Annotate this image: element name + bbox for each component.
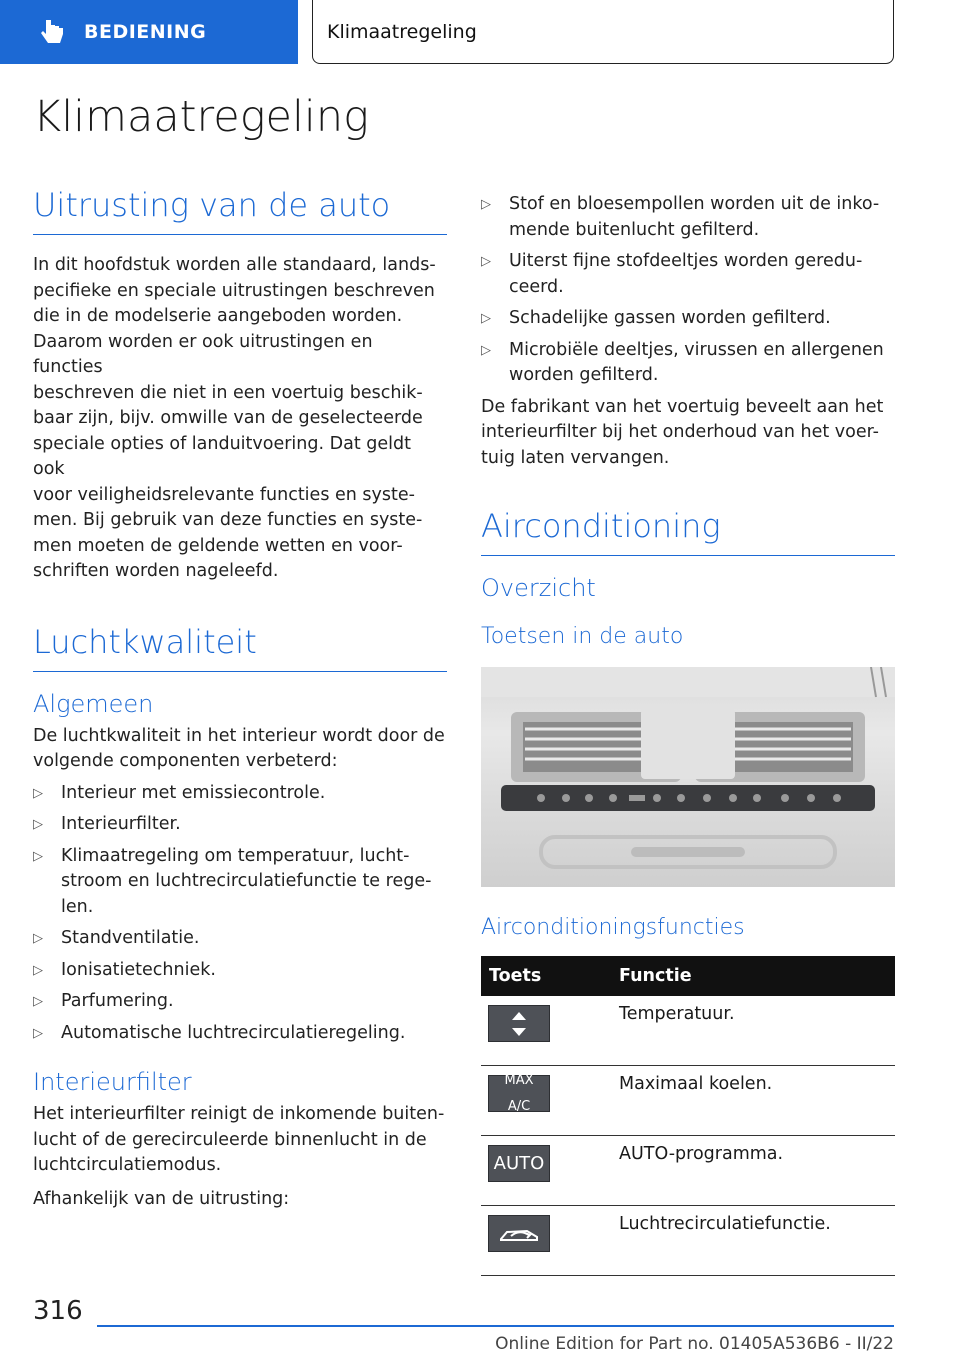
heading-airconditioning: Airconditioning — [481, 507, 895, 556]
list-item: ▷ Stof en bloesempollen worden uit de inko- mende buitenlucht gefilterd. — [481, 194, 880, 240]
heading-algemeen: Algemeen — [33, 689, 154, 718]
left-column — [33, 186, 447, 1212]
heading-uitrusting: Uitrusting van de auto — [33, 186, 447, 235]
maintenance-paragraph: De fabrikant van het voertuig beveelt aan het interieurfilter bij het onderhoud van het voer- tuig laten vervangen. — [481, 396, 884, 468]
bullet-triangle-icon: ▷ — [481, 197, 491, 212]
bullet-triangle-icon: ▷ — [33, 1025, 43, 1041]
bullet-triangle-icon: ▷ — [481, 342, 491, 358]
uitrusting-paragraph: In dit hoofdstuk worden alle standaard, lands- pecifieke en speciale uitrustingen beschreven die in de modelserie aangeboden worden. Daarom worden er ook uitrustingen en functies beschreven die niet in een voertuig beschik- baar zijn, bijv. omwille van de geselecteerde speciale opties of landuitvoering. Dat geldt ook voor veiligheidsrelevante functies en syste- men. Bij gebruik van deze functies en syste- men moeten de geldende wetten en voor- schriften worden nageleefd. — [33, 255, 436, 581]
functions-table — [481, 956, 895, 1276]
list-item: ▷ Standventilatie. — [33, 926, 447, 952]
temp-arrows-icon — [488, 1005, 550, 1042]
bullet-triangle-icon: ▷ — [33, 962, 43, 978]
list-item: ▷ Ionisatietechniek. — [33, 958, 447, 984]
table-row — [481, 1136, 895, 1206]
list-item: ▷ Microbiële deeltjes, virussen en allergenen worden gefilterd. — [481, 339, 884, 385]
heading-toetsen: Toetsen in de auto — [481, 624, 684, 649]
auto-key: AUTO — [488, 1145, 550, 1182]
bullet-triangle-icon: ▷ — [481, 254, 491, 269]
max-ac-key: MAX A/C — [488, 1075, 550, 1112]
filter-paragraph-2: Afhankelijk van de uitrusting: — [33, 1188, 290, 1209]
header-title: Klimaatregeling — [327, 20, 477, 43]
table-row — [481, 1066, 895, 1136]
section-tab[interactable] — [0, 0, 298, 64]
footer-divider — [97, 1325, 894, 1327]
right-column — [481, 192, 895, 1276]
column-header-function: Functie — [619, 956, 895, 996]
bullet-triangle-icon: ▷ — [33, 931, 43, 946]
heading-interieurfilter: Interieurfilter — [33, 1068, 192, 1096]
filter-paragraph: Het interieurfilter reinigt de inkomende buiten- lucht of de gerecirculeerde binnenlucht in de luchtcirculatiemodus. — [33, 1104, 445, 1175]
function-text: Maximaal koelen. — [619, 1066, 895, 1136]
bullet-triangle-icon: ▷ — [481, 311, 491, 326]
filter-effects-list — [481, 192, 895, 389]
heading-overzicht: Overzicht — [481, 574, 596, 602]
heading-functies: Airconditioningsfuncties — [481, 915, 745, 940]
list-item: ▷ Automatische luchtrecirculatieregeling. — [33, 1021, 447, 1047]
list-item: ▷ Uiterst fijne stofdeeltjes worden geredu- ceerd. — [481, 251, 863, 297]
list-item: ▷ Schadelijke gassen worden gefilterd. — [481, 306, 895, 332]
hand-pointer-icon — [38, 17, 68, 47]
list-item: ▷ Parfumering. — [33, 989, 447, 1015]
bullet-triangle-icon: ▷ — [33, 848, 43, 864]
function-text: Luchtrecirculatiefunctie. — [619, 1206, 895, 1276]
table-row — [481, 996, 895, 1066]
header-title-box — [312, 0, 894, 64]
column-header-key: Toets — [481, 956, 619, 996]
page-title: Klimaatregeling — [33, 92, 369, 142]
edition-note: Online Edition for Part no. 01405A536B6 - II/22 — [495, 1334, 894, 1354]
function-text: Temperatuur. — [619, 996, 895, 1066]
component-list — [33, 781, 447, 1047]
table-row — [481, 1206, 895, 1276]
section-label: BEDIENING — [84, 21, 207, 43]
page-number: 316 — [33, 1296, 83, 1326]
list-item: ▷ Interieur met emissiecontrole. — [33, 781, 447, 807]
heading-luchtkwaliteit: Luchtkwaliteit — [33, 623, 447, 672]
bullet-triangle-icon: ▷ — [33, 785, 43, 801]
algemeen-paragraph: De luchtkwaliteit in het interieur wordt door de volgende componenten verbeterd: — [33, 725, 445, 771]
bullet-triangle-icon: ▷ — [33, 994, 43, 1009]
list-item: ▷ Klimaatregeling om temperatuur, lucht- stroom en luchtrecirculatiefunctie te rege- len. — [33, 845, 432, 917]
function-text: AUTO-programma. — [619, 1136, 895, 1206]
bullet-triangle-icon: ▷ — [33, 817, 43, 832]
climate-panel-photo — [481, 667, 895, 887]
list-item: ▷ Interieurfilter. — [33, 812, 447, 838]
recirculation-icon — [488, 1215, 550, 1252]
